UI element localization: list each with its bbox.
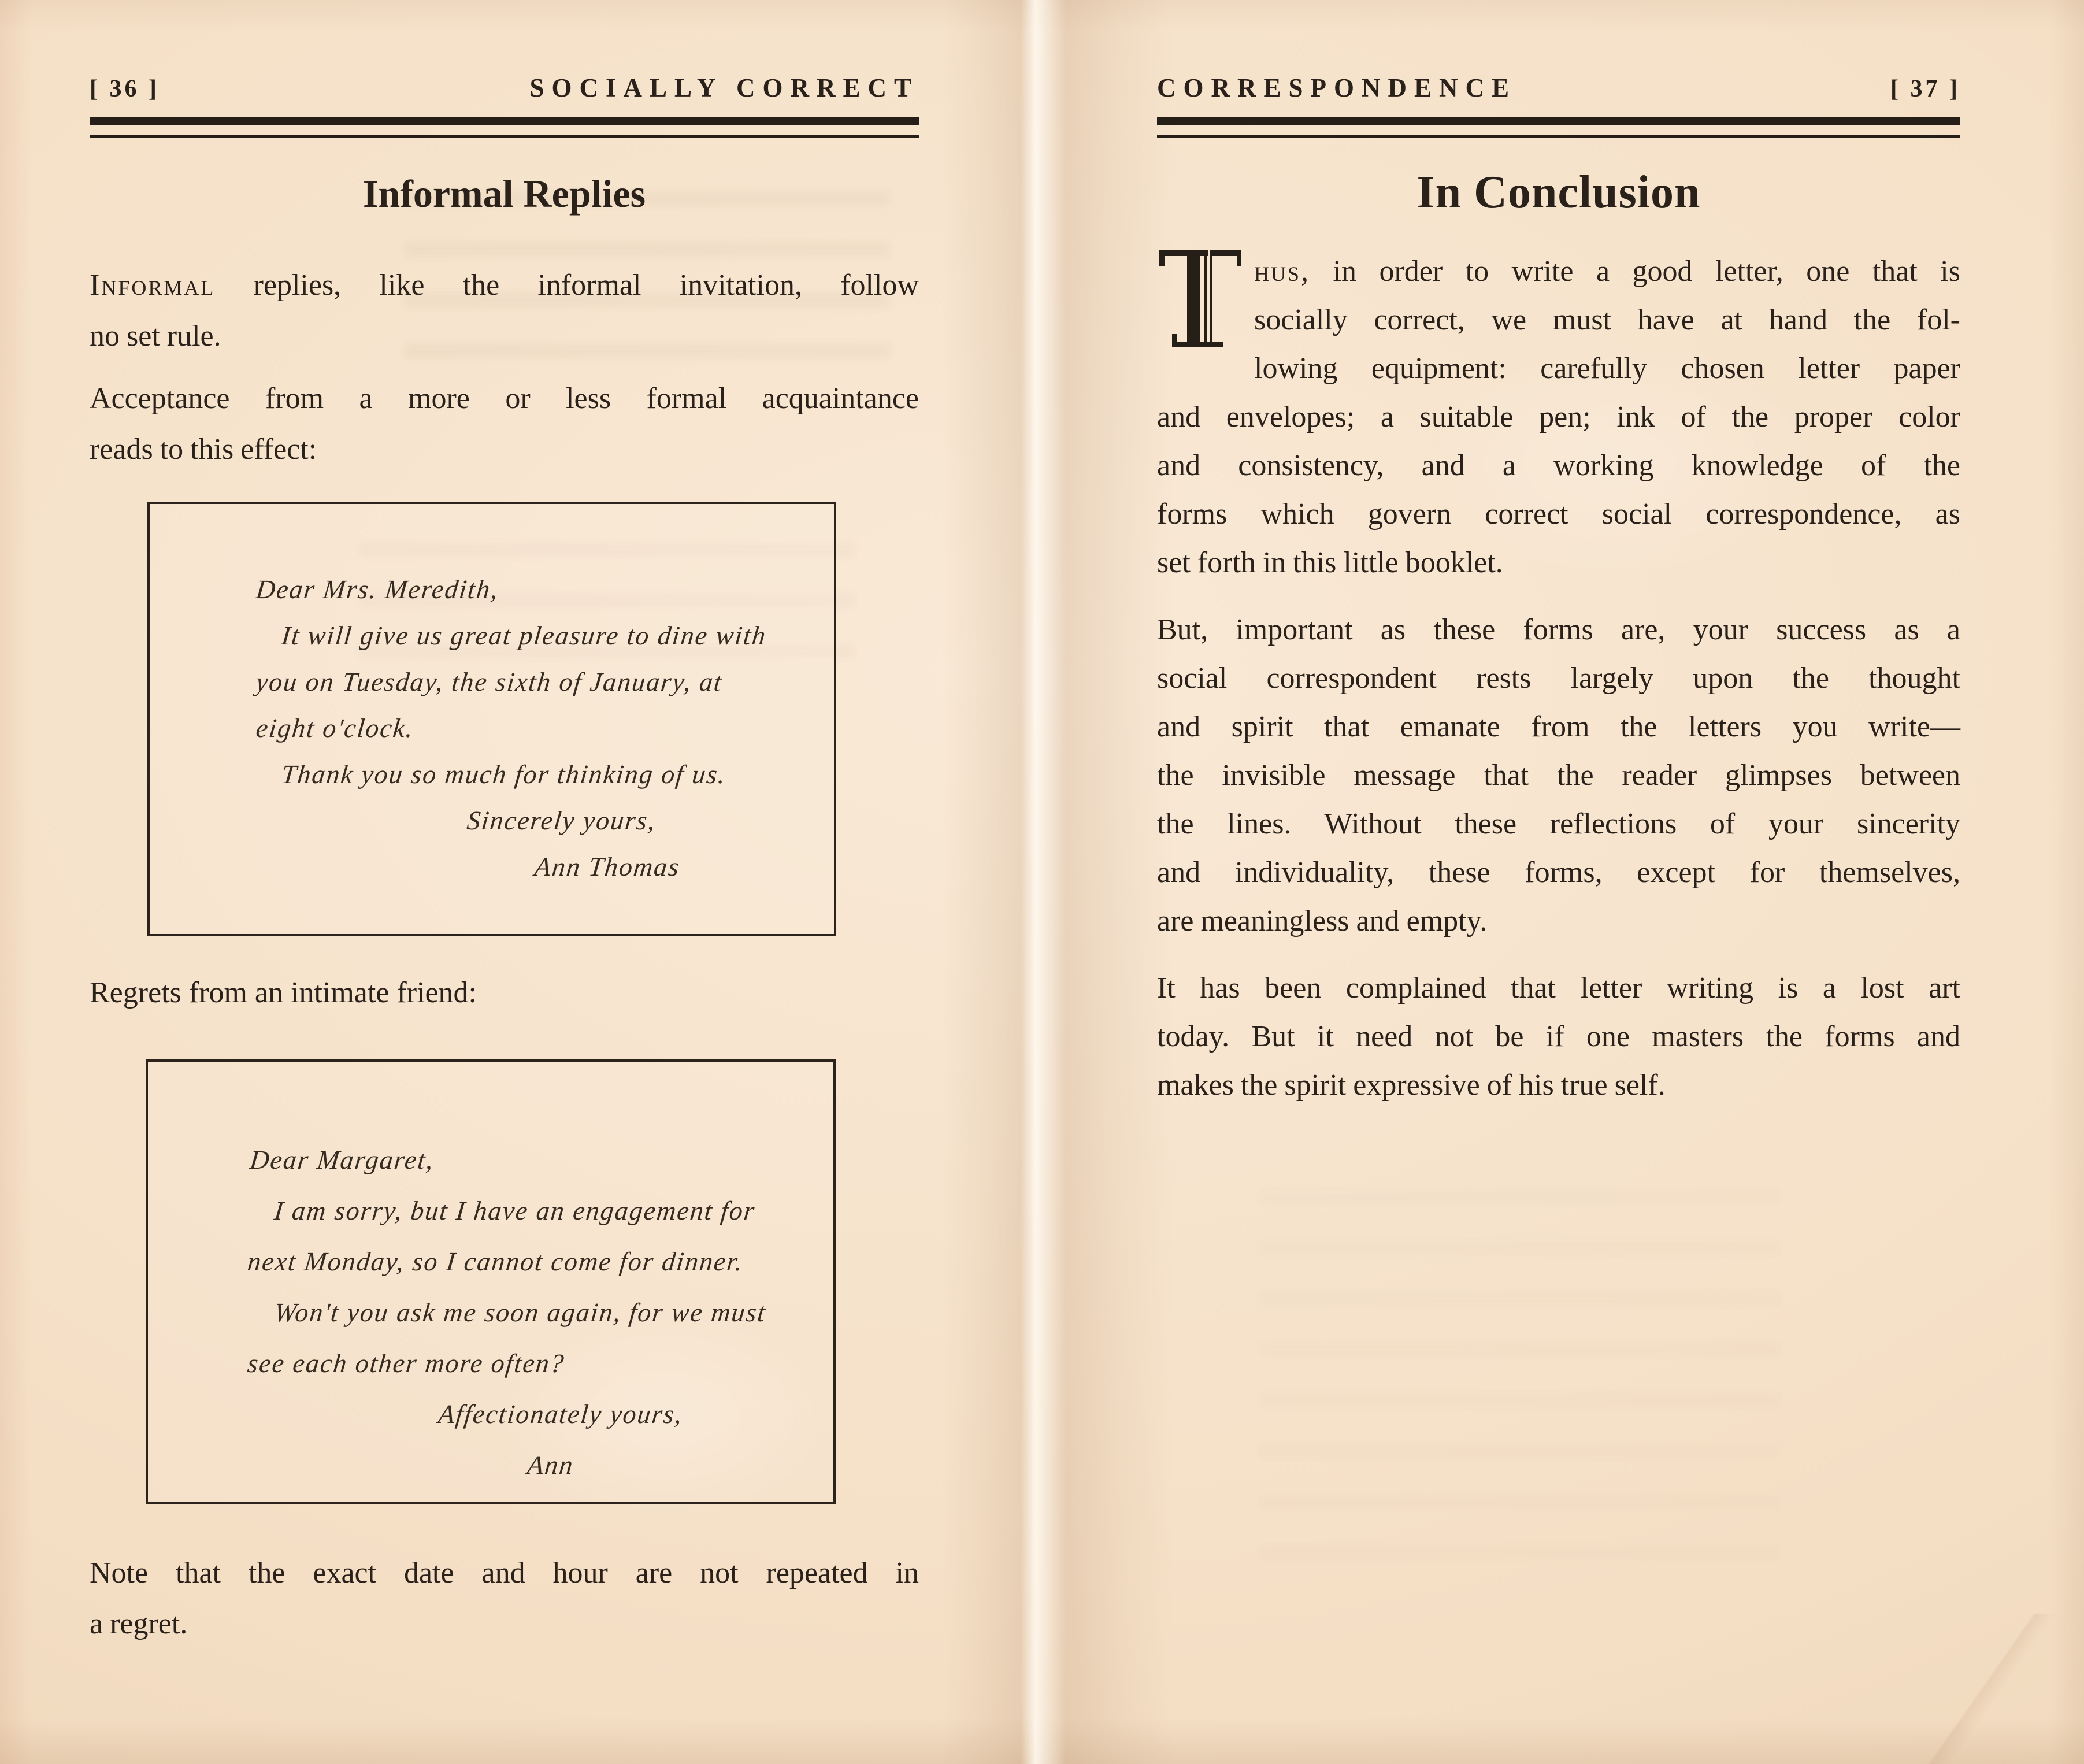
right-paragraph-3 — [1157, 964, 1960, 1110]
right-page — [1157, 0, 1960, 1764]
text-line: reads to this effect: — [90, 433, 317, 466]
text-line: and consistency, and a working knowledge of the — [1157, 449, 1960, 482]
text-line-rest: in order to write a good letter, one that is — [1310, 255, 1960, 288]
letter-salutation: Dear Mrs. Meredith, — [254, 575, 500, 604]
left-header-rule — [90, 117, 919, 138]
small-caps-lead: Informal — [90, 269, 216, 302]
letter-line: Won't you ask me soon again, for we must — [272, 1298, 768, 1327]
letter-salutation: Dear Margaret, — [248, 1145, 436, 1174]
letter-line: see each other more often? — [246, 1348, 566, 1378]
text-line: social correspondent rests largely upon the thought — [1157, 662, 1960, 695]
left-paragraph-2 — [90, 373, 919, 475]
letter-line: Thank you so much for thinking of us. — [280, 759, 728, 789]
right-paragraph-1 — [1157, 247, 1960, 587]
letter-line: I am sorry, but I have an engagement for — [272, 1196, 757, 1225]
left-note-paragraph — [90, 1548, 919, 1650]
text-line: forms which govern correct social correspondence, as — [1157, 498, 1960, 531]
dropcap-letter-T — [1157, 247, 1244, 387]
text-line: It has been complained that letter writing is a lost art — [1157, 972, 1960, 1005]
text-line: and spirit that emanate from the letters you write— — [1157, 710, 1960, 743]
text-line: But, important as these forms are, your success as a — [1157, 613, 1960, 646]
right-paragraph-2 — [1157, 606, 1960, 946]
left-page-number: [ 36 ] — [90, 76, 160, 102]
left-running-head-row — [90, 73, 919, 103]
letter-line: It will give us great pleasure to dine with — [280, 621, 768, 650]
text-line — [90, 260, 919, 311]
right-page-number: [ 37 ] — [1890, 76, 1960, 102]
left-caption: Regrets from an intimate friend: — [90, 976, 477, 1009]
small-caps-lead: hus, — [1254, 255, 1311, 288]
left-page — [90, 0, 919, 1764]
handwritten-letter-acceptance — [147, 502, 836, 936]
text-line: today. But it need not be if one masters the forms and — [1157, 1020, 1960, 1053]
text-line: Note that the exact date and hour are not repeated in — [90, 1557, 919, 1589]
text-line: lowing equipment: carefully chosen letter paper — [1254, 352, 1960, 385]
letter-signature: Ann Thomas — [533, 852, 682, 881]
letter-closing: Sincerely yours, — [465, 806, 658, 835]
text-line: a regret. — [90, 1607, 188, 1640]
letter-signature: Ann — [525, 1450, 576, 1480]
text-line: the invisible message that the reader glimpses between — [1157, 759, 1960, 792]
right-header-rule — [1157, 117, 1960, 138]
text-line: and envelopes; a suitable pen; ink of the proper color — [1157, 401, 1960, 433]
right-running-head: CORRESPONDENCE — [1157, 73, 1517, 102]
right-section-heading: In Conclusion — [1416, 167, 1701, 218]
text-line — [1157, 247, 1960, 296]
right-running-head-row — [1157, 73, 1960, 103]
left-section-heading: Informal Replies — [362, 172, 646, 216]
text-line: and individuality, these forms, except for themselves, — [1157, 856, 1960, 889]
text-line: set forth in this little booklet. — [1157, 546, 1503, 579]
letter-line: next Monday, so I cannot come for dinner. — [246, 1247, 745, 1276]
text-line: socially correct, we must have at hand the fol- — [1254, 303, 1960, 336]
text-line: are meaningless and empty. — [1157, 905, 1488, 937]
text-line: Acceptance from a more or less formal acquaintance — [90, 382, 919, 415]
right-body — [1157, 247, 1960, 1110]
left-paragraph-1 — [90, 260, 919, 362]
letter-closing: Affectionately yours, — [436, 1399, 685, 1429]
text-line: the lines. Without these reflections of your sincerity — [1157, 807, 1960, 840]
text-line: no set rule. — [90, 320, 221, 353]
letter-line: eight o'clock. — [254, 713, 416, 743]
text-line: makes the spirit expressive of his true self. — [1157, 1069, 1666, 1102]
handwritten-letter-regret — [146, 1059, 836, 1504]
text-line-rest: replies, like the informal invitation, follow — [215, 269, 919, 302]
letter-line: you on Tuesday, the sixth of January, at — [254, 667, 724, 696]
left-running-head: SOCIALLY CORRECT — [529, 73, 919, 102]
